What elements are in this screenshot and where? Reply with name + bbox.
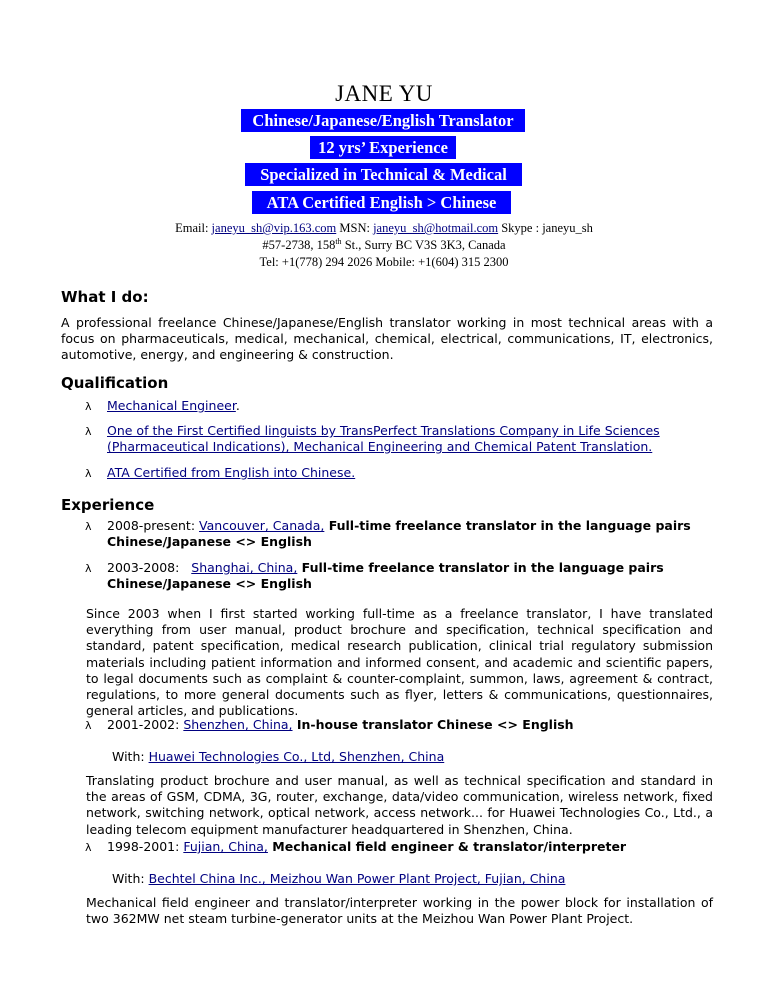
msn-link[interactable]: janeyu_sh@hotmail.com xyxy=(373,221,499,235)
experience-item xyxy=(107,518,707,550)
experience-period: 2003-2008: xyxy=(107,560,192,575)
headline-experience: 12 yrs’ Experience xyxy=(310,136,456,159)
address-ordinal: th xyxy=(335,236,342,246)
headline-specialization: Specialized in Technical & Medical xyxy=(245,163,522,186)
section-heading-experience: Experience xyxy=(61,496,155,514)
job-role: In-house translator Chinese <> English xyxy=(292,717,574,732)
contact-phone-line: Tel: +1(778) 294 2026 Mobile: +1(604) 315 2300 xyxy=(259,255,509,269)
skype-text: Skype : janeyu_sh xyxy=(498,221,593,235)
candidate-name: JANE YU xyxy=(335,81,433,106)
experience-summary: Since 2003 when I first started working full-time as a freelance translator, I have translated everything from user manual, product brochure and specification, technical specification and standard, patent specification, medical research publication, clinical trial regulatory submission materials including patient information and informed consent, and academic and scientific papers, to legal documents such as complaint & counter-complaint, summon, laws, agreement & contract, regulations, to more general documents such as flyer, letters & communications, questionnaires, general articles, and publications. xyxy=(86,606,713,719)
job-place-link[interactable]: Fujian, China, xyxy=(183,839,268,854)
bullet-icon: λ xyxy=(85,841,92,854)
qualification-link[interactable]: ATA Certified from English into Chinese. xyxy=(107,465,356,480)
msn-label: MSN: xyxy=(336,221,374,235)
job-item xyxy=(107,839,717,855)
job-item xyxy=(107,717,717,733)
qualification-item xyxy=(107,423,687,455)
qualification-item xyxy=(107,465,717,481)
section-heading-qualification: Qualification xyxy=(61,374,169,392)
bullet-icon: λ xyxy=(85,400,92,413)
qualification-suffix: . xyxy=(235,398,240,413)
job-role: Mechanical field engineer & translator/interpreter xyxy=(267,839,627,854)
job-period: 1998-2001: xyxy=(107,839,184,854)
experience-period: 2008-present: xyxy=(107,518,200,533)
experience-role: Full-time freelance translator in the language pairs Chinese/Japanese <> English xyxy=(107,518,691,550)
job-description: Mechanical field engineer and translator/interpreter working in the power block for installation of two 362MW net steam turbine-generator units at the Meizhou Wan Power Plant Project. xyxy=(86,895,713,927)
employer-link[interactable]: Huawei Technologies Co., Ltd, Shenzhen, China xyxy=(148,749,445,764)
bullet-icon: λ xyxy=(85,719,92,732)
job-place-link[interactable]: Shenzhen, China, xyxy=(183,717,293,732)
job-description: Translating product brochure and user manual, as well as technical specification and standard in the areas of GSM, CDMA, 3G, router, exchange, data/video communication, wireless network, fixed network, switching network, optical network, access network... for Huawei Technologies Co., Ltd., a leading telecom equipment manufacturer headquartered in Shenzhen, China. xyxy=(86,773,713,837)
experience-place-link[interactable]: Vancouver, Canada, xyxy=(199,518,325,533)
job-employer xyxy=(112,871,565,887)
experience-place-link[interactable]: Shanghai, China, xyxy=(191,560,298,575)
job-period: 2001-2002: xyxy=(107,717,184,732)
contact-email-line xyxy=(0,219,768,237)
bullet-icon: λ xyxy=(85,467,92,480)
bullet-icon: λ xyxy=(85,562,92,575)
employer-link[interactable]: Bechtel China Inc., Meizhou Wan Power Plant Project, Fujian, China xyxy=(148,871,566,886)
with-label: With: xyxy=(112,749,149,764)
job-employer xyxy=(112,749,444,765)
section-heading-what-i-do: What I do: xyxy=(61,288,149,306)
contact-address-line xyxy=(0,236,768,254)
with-label: With: xyxy=(112,871,149,886)
address-part: St., Surry BC V3S 3K3, Canada xyxy=(341,238,506,252)
what-i-do-text: A professional freelance Chinese/Japanese/English translator working in most technical areas with a focus on pharmaceuticals, medical, mechanical, chemical, electrical, communications, IT, electronics, automotive, energy, and engineering & construction. xyxy=(61,315,713,363)
qualification-link[interactable]: Mechanical Engineer xyxy=(107,398,236,413)
qualification-link[interactable]: One of the First Certified linguists by TransPerfect Translations Company in Life Sciences (Pharmaceutical Indications), Mechanical Engineering and Chemical Patent Translation. xyxy=(107,423,660,455)
experience-role: Full-time freelance translator in the language pairs Chinese/Japanese <> English xyxy=(107,560,669,592)
address-part: #57-2738, 158 xyxy=(262,238,336,252)
headline-certification: ATA Certified English > Chinese xyxy=(252,191,511,214)
headline-title: Chinese/Japanese/English Translator xyxy=(241,109,525,132)
bullet-icon: λ xyxy=(85,425,92,438)
bullet-icon: λ xyxy=(85,520,92,533)
email-link[interactable]: janeyu_sh@vip.163.com xyxy=(211,221,337,235)
experience-item xyxy=(107,560,707,592)
qualification-item xyxy=(107,398,717,414)
email-label: Email: xyxy=(175,221,212,235)
